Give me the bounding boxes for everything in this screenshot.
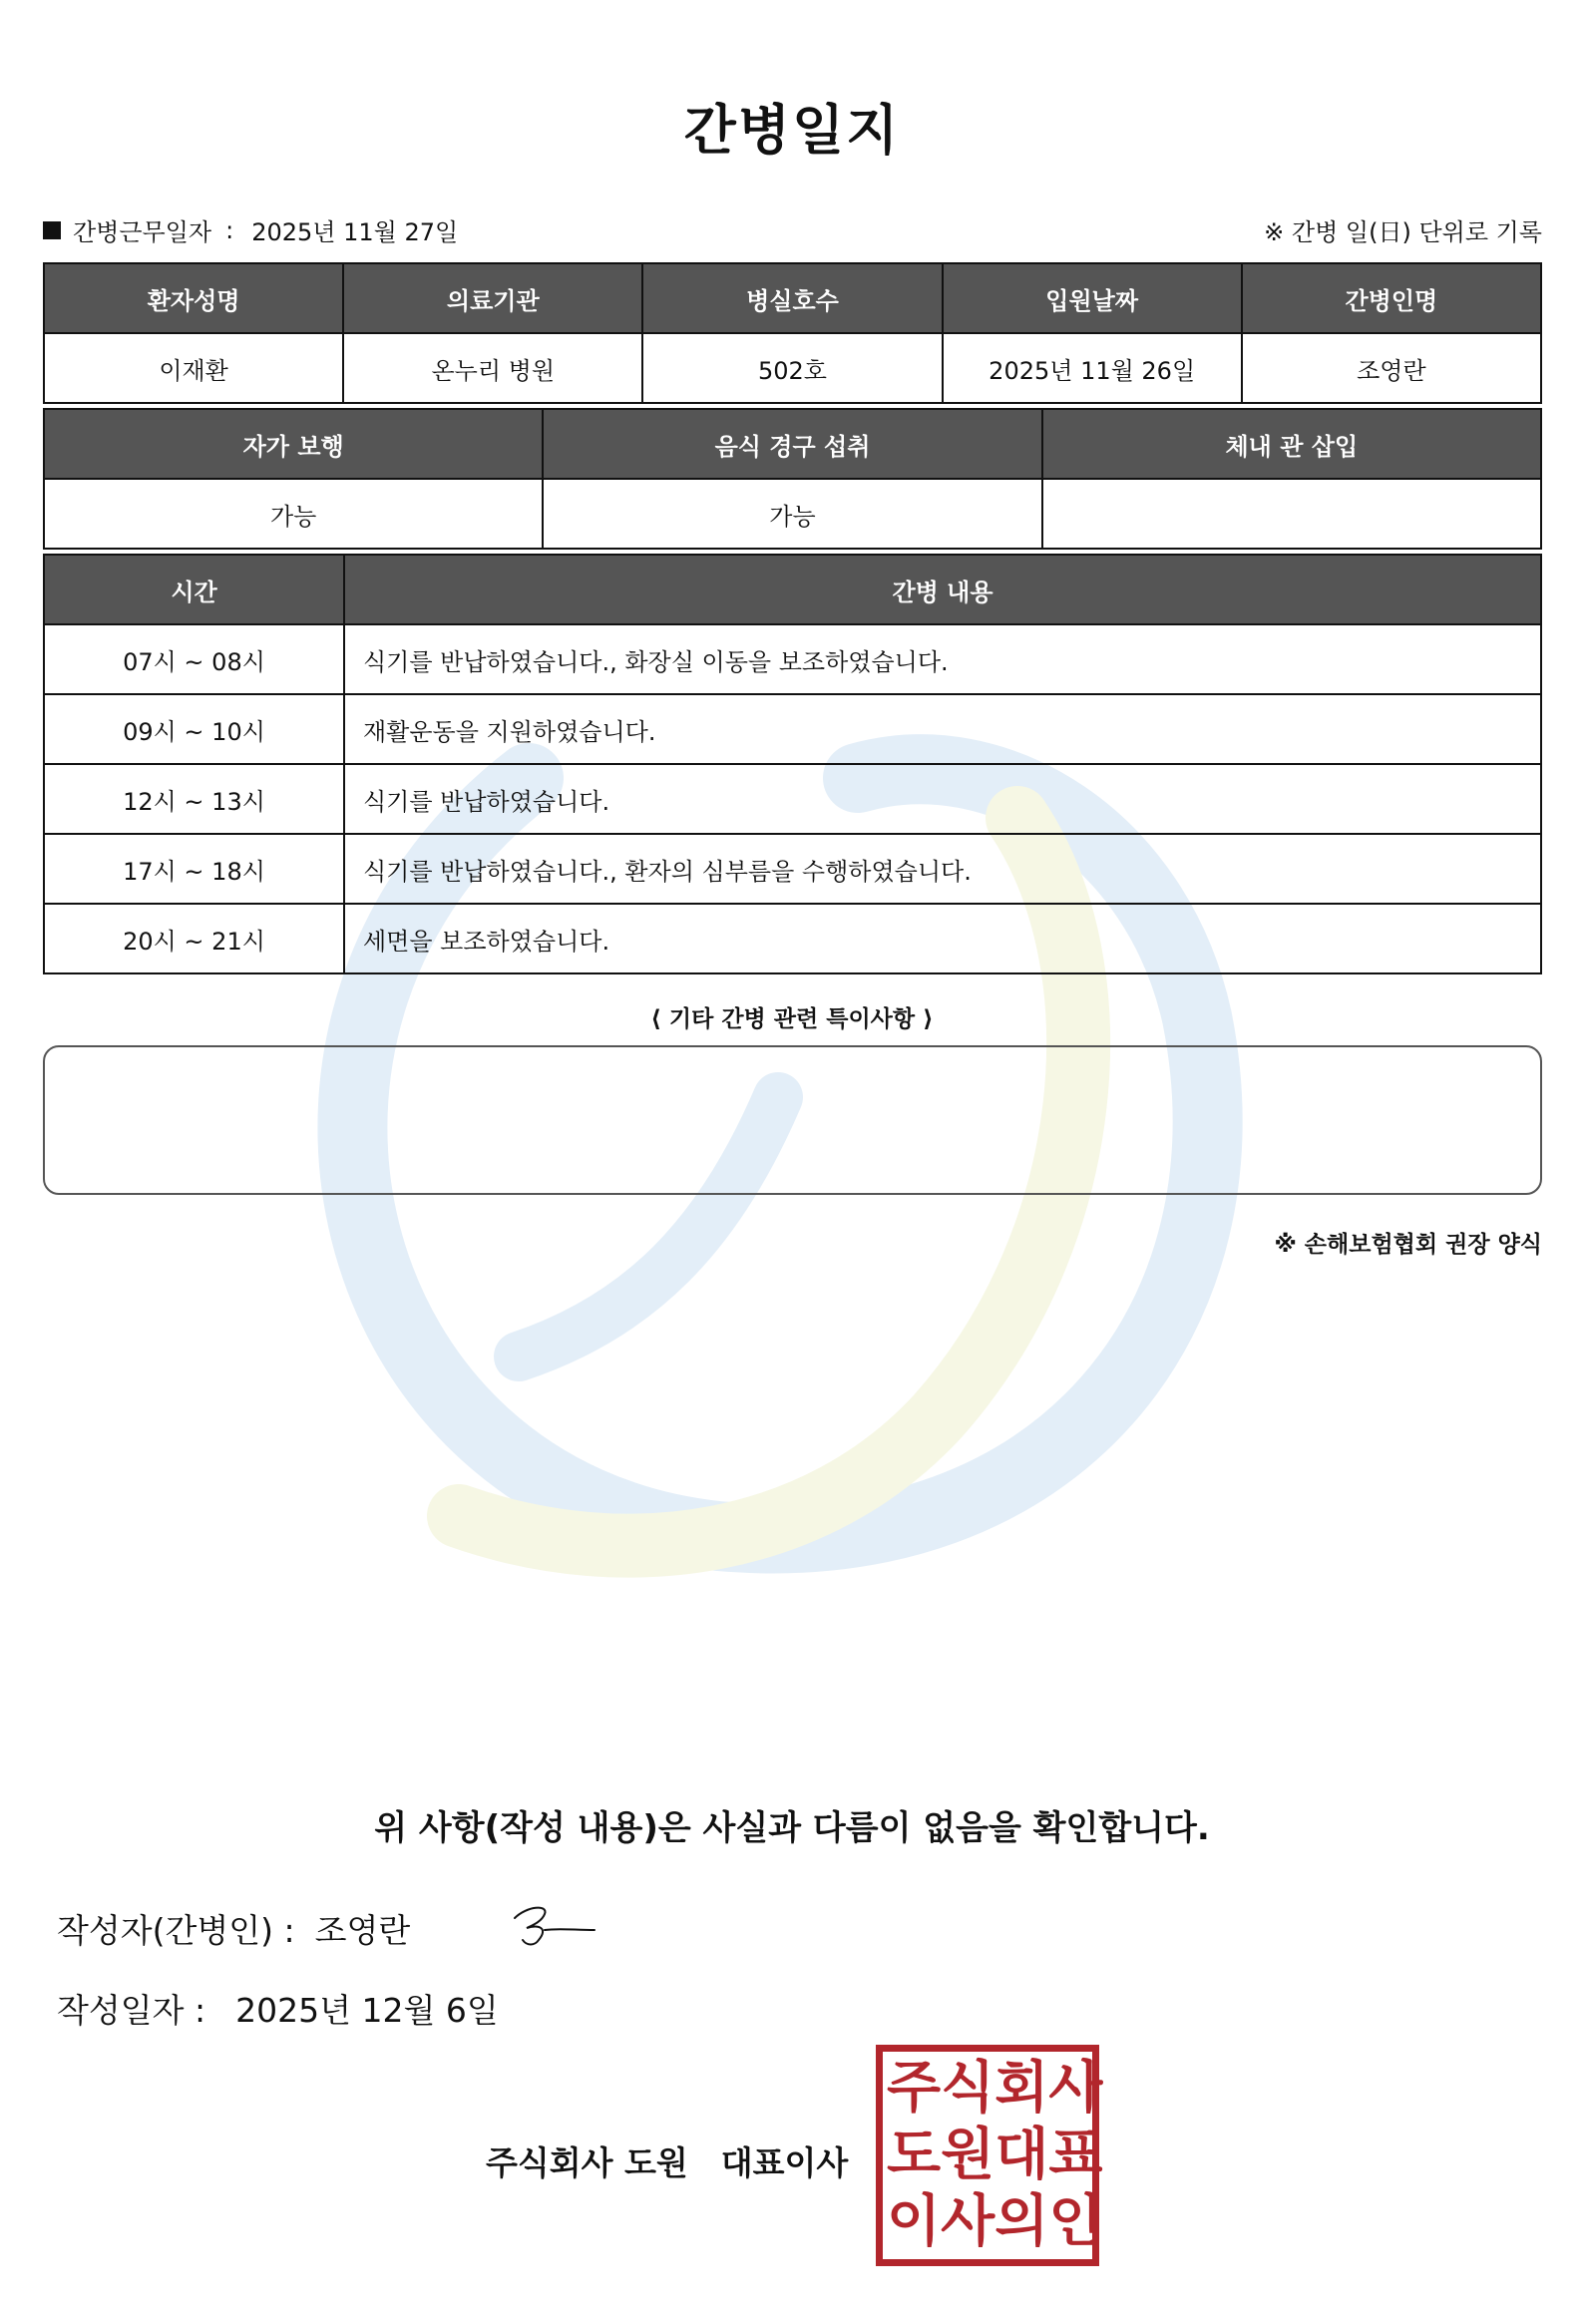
written-date-label: 작성일자 :: [57, 1991, 206, 2030]
confirmation-statement: 위 사항(작성 내용)은 사실과 다름이 없음을 확인합니다.: [374, 1808, 1210, 1848]
written-date-value: 2025년 12월 6일: [235, 1991, 499, 2030]
page-title: 간병일지: [683, 99, 901, 162]
admission-date: 2025년 11월 26일: [943, 333, 1242, 403]
log-time: 12시 ~ 13시: [44, 764, 344, 834]
log-content: 재활운동을 지원하였습니다.: [344, 694, 1541, 764]
log-content: 식기를 반납하였습니다.: [344, 764, 1541, 834]
company-seal-icon: 주 식 회 사 도 원 대 표 이 사 의 인: [876, 2045, 1099, 2266]
meta-row: [43, 212, 1542, 246]
notes-box: [43, 1045, 1542, 1195]
header-room: 병실호수: [642, 263, 942, 333]
patient-status-table: [43, 408, 1542, 550]
header-hospital: 의료기관: [343, 263, 642, 333]
written-date-line: [57, 1985, 499, 2032]
table-row: [44, 764, 1541, 834]
table-row: [44, 479, 1541, 549]
patient-name: 이재환: [44, 333, 343, 403]
patient-info-table: [43, 262, 1542, 404]
caregiver-name: 조영란: [1242, 333, 1541, 403]
writer-label: 작성자(간병인) :: [57, 1911, 295, 1950]
log-time: 20시 ~ 21시: [44, 904, 344, 973]
table-row: [44, 333, 1541, 403]
work-date: [43, 212, 458, 247]
log-content: 식기를 반납하였습니다., 화장실 이동을 보조하였습니다.: [344, 624, 1541, 694]
table-row: [44, 624, 1541, 694]
table-row: [44, 694, 1541, 764]
header-patient-name: 환자성명: [44, 263, 343, 333]
header-self-walking: 자가 보행: [44, 409, 543, 479]
writer-name: 조영란: [314, 1911, 411, 1950]
notes-title: ⟨ 기타 간병 관련 특이사항 ⟩: [650, 1006, 934, 1032]
log-content: 식기를 반납하였습니다., 환자의 심부름을 수행하였습니다.: [344, 834, 1541, 904]
work-date-label: 간병근무일자: [73, 218, 212, 246]
table-header-row: [44, 555, 1541, 624]
table-row: [44, 904, 1541, 973]
separator: :: [225, 215, 234, 244]
log-content: 세면을 보조하였습니다.: [344, 904, 1541, 973]
header-tube-insertion: 체내 관 삽입: [1042, 409, 1541, 479]
header-time: 시간: [44, 555, 344, 624]
care-log-table: [43, 554, 1542, 974]
tube-insertion: [1042, 479, 1541, 549]
signature-icon: [509, 1900, 598, 1950]
table-row: [44, 834, 1541, 904]
room-number: 502호: [642, 333, 942, 403]
header-oral-intake: 음식 경구 섭취: [543, 409, 1041, 479]
header-care-content: 간병 내용: [344, 555, 1541, 624]
table-header-row: [44, 409, 1541, 479]
log-time: 07시 ~ 08시: [44, 624, 344, 694]
log-time: 09시 ~ 10시: [44, 694, 344, 764]
header-caregiver: 간병인명: [1242, 263, 1541, 333]
record-unit-note: ※ 간병 일(日) 단위로 기록: [1264, 218, 1542, 246]
hospital: 온누리 병원: [343, 333, 642, 403]
writer-line: [57, 1905, 410, 1952]
header-admission-date: 입원날짜: [943, 263, 1242, 333]
work-date-value: 2025년 11월 27일: [251, 218, 459, 246]
form-source-note: ※ 손해보험협회 권장 양식: [1274, 1232, 1542, 1258]
self-walking: 가능: [44, 479, 543, 549]
log-time: 17시 ~ 18시: [44, 834, 344, 904]
square-bullet-icon: [43, 221, 61, 239]
table-header-row: [44, 263, 1541, 333]
company-name: 주식회사 도원 대표이사: [486, 2143, 849, 2182]
oral-intake: 가능: [543, 479, 1041, 549]
